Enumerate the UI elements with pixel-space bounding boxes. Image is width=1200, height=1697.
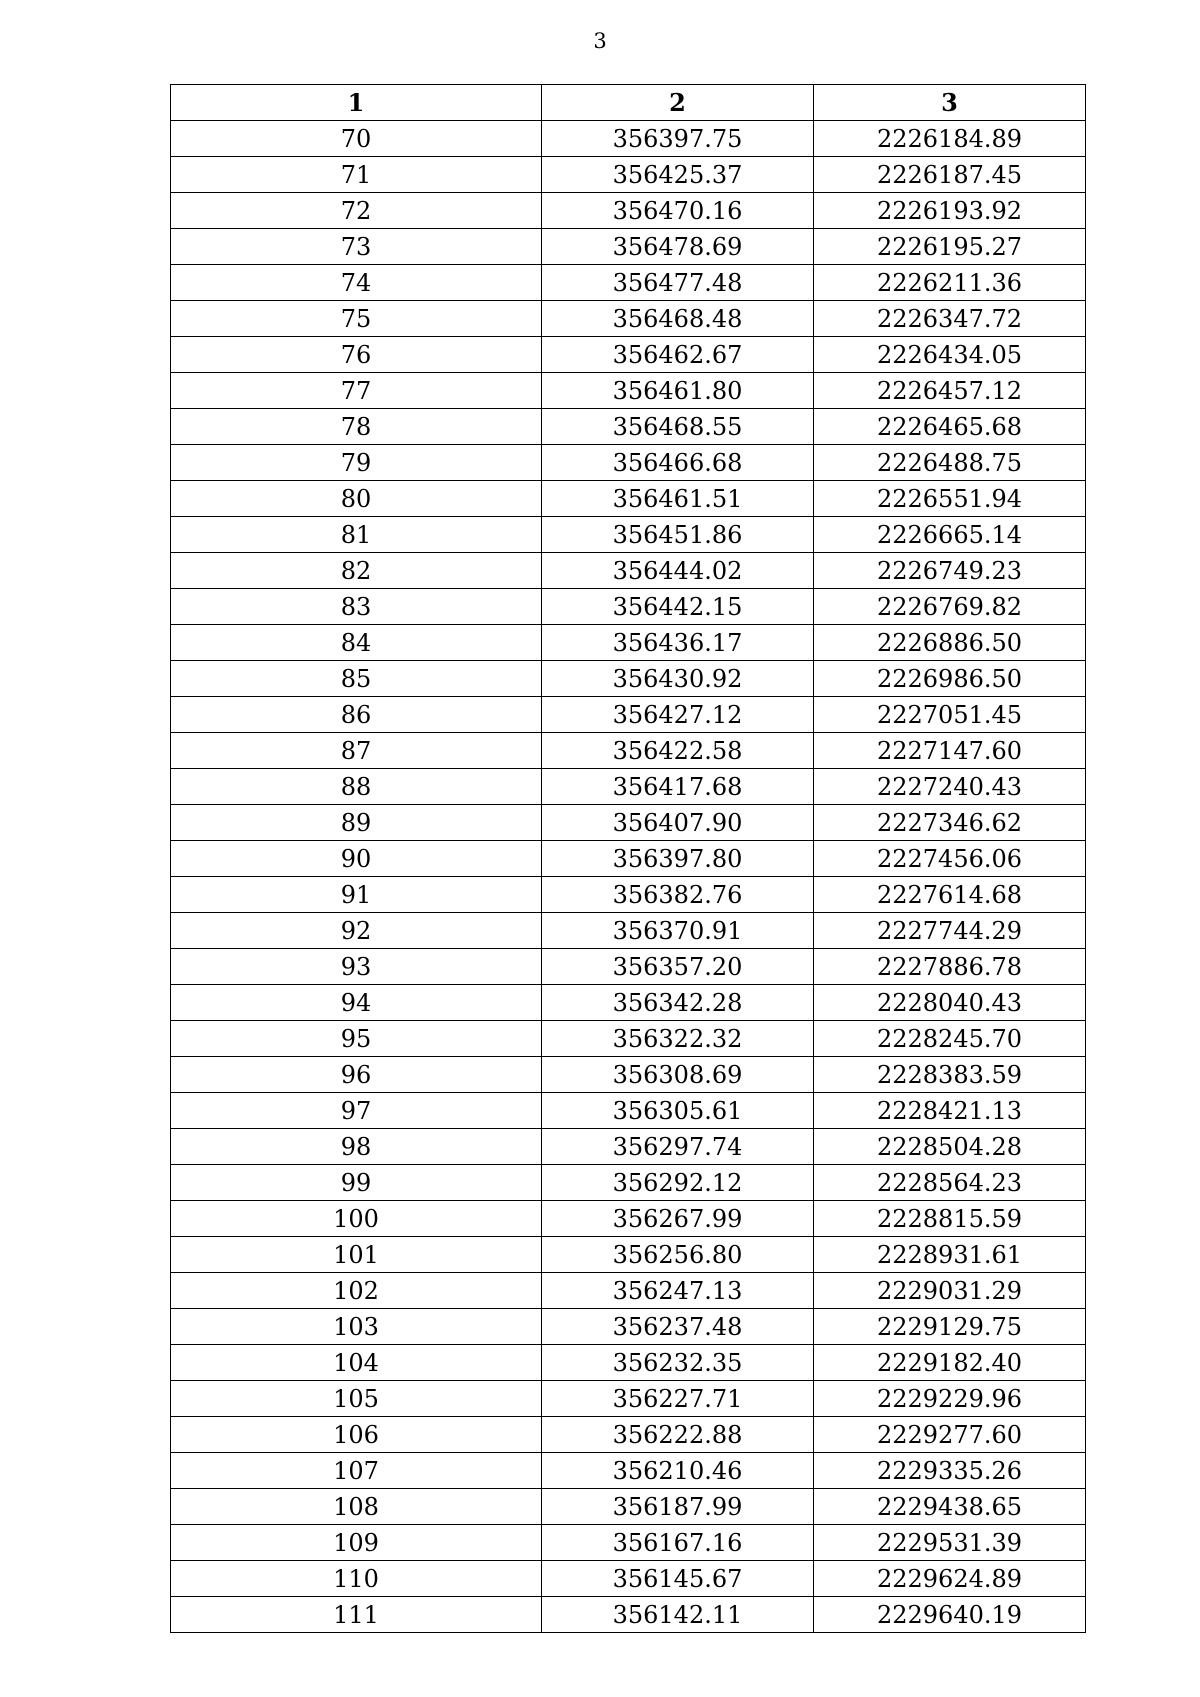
x-coordinate-cell: 356417.68 <box>542 769 814 805</box>
point-number-cell: 96 <box>171 1057 542 1093</box>
table-row <box>171 1093 1086 1129</box>
y-coordinate-cell: 2229277.60 <box>814 1417 1086 1453</box>
table-row <box>171 373 1086 409</box>
table-row <box>171 301 1086 337</box>
y-coordinate-cell: 2226434.05 <box>814 337 1086 373</box>
table-row <box>171 481 1086 517</box>
point-number-cell: 108 <box>171 1489 542 1525</box>
point-number-cell: 93 <box>171 949 542 985</box>
x-coordinate-cell: 356357.20 <box>542 949 814 985</box>
x-coordinate-cell: 356397.75 <box>542 121 814 157</box>
point-number-cell: 90 <box>171 841 542 877</box>
table-row <box>171 1057 1086 1093</box>
y-coordinate-cell: 2226665.14 <box>814 517 1086 553</box>
x-coordinate-cell: 356382.76 <box>542 877 814 913</box>
table-row <box>171 121 1086 157</box>
y-coordinate-cell: 2226211.36 <box>814 265 1086 301</box>
y-coordinate-cell: 2227147.60 <box>814 733 1086 769</box>
table-row <box>171 1273 1086 1309</box>
point-number-cell: 91 <box>171 877 542 913</box>
point-number-cell: 101 <box>171 1237 542 1273</box>
table-row <box>171 193 1086 229</box>
x-coordinate-cell: 356451.86 <box>542 517 814 553</box>
point-number-cell: 80 <box>171 481 542 517</box>
point-number-cell: 85 <box>171 661 542 697</box>
point-number-cell: 84 <box>171 625 542 661</box>
x-coordinate-cell: 356407.90 <box>542 805 814 841</box>
table-row <box>171 1021 1086 1057</box>
y-coordinate-cell: 2229335.26 <box>814 1453 1086 1489</box>
y-coordinate-cell: 2227886.78 <box>814 949 1086 985</box>
y-coordinate-cell: 2229531.39 <box>814 1525 1086 1561</box>
point-number-cell: 103 <box>171 1309 542 1345</box>
x-coordinate-cell: 356425.37 <box>542 157 814 193</box>
table-row <box>171 409 1086 445</box>
y-coordinate-cell: 2226749.23 <box>814 553 1086 589</box>
table-row <box>171 1201 1086 1237</box>
y-coordinate-cell: 2226551.94 <box>814 481 1086 517</box>
x-coordinate-cell: 356430.92 <box>542 661 814 697</box>
x-coordinate-cell: 356427.12 <box>542 697 814 733</box>
x-coordinate-cell: 356461.51 <box>542 481 814 517</box>
y-coordinate-cell: 2228564.23 <box>814 1165 1086 1201</box>
y-coordinate-cell: 2226457.12 <box>814 373 1086 409</box>
table-row <box>171 337 1086 373</box>
y-coordinate-cell: 2229229.96 <box>814 1381 1086 1417</box>
point-number-cell: 97 <box>171 1093 542 1129</box>
point-number-cell: 88 <box>171 769 542 805</box>
table-row <box>171 985 1086 1021</box>
y-coordinate-cell: 2226195.27 <box>814 229 1086 265</box>
point-number-cell: 105 <box>171 1381 542 1417</box>
x-coordinate-cell: 356422.58 <box>542 733 814 769</box>
y-coordinate-cell: 2228504.28 <box>814 1129 1086 1165</box>
table-row <box>171 1129 1086 1165</box>
y-coordinate-cell: 2228931.61 <box>814 1237 1086 1273</box>
table-row <box>171 697 1086 733</box>
point-number-cell: 98 <box>171 1129 542 1165</box>
y-coordinate-cell: 2227051.45 <box>814 697 1086 733</box>
point-number-cell: 75 <box>171 301 542 337</box>
coordinates-table <box>170 84 1086 1633</box>
point-number-cell: 106 <box>171 1417 542 1453</box>
point-number-cell: 99 <box>171 1165 542 1201</box>
x-coordinate-cell: 356470.16 <box>542 193 814 229</box>
table-row <box>171 841 1086 877</box>
y-coordinate-cell: 2229129.75 <box>814 1309 1086 1345</box>
point-number-cell: 79 <box>171 445 542 481</box>
point-number-cell: 100 <box>171 1201 542 1237</box>
point-number-cell: 104 <box>171 1345 542 1381</box>
x-coordinate-cell: 356145.67 <box>542 1561 814 1597</box>
y-coordinate-cell: 2229031.29 <box>814 1273 1086 1309</box>
x-coordinate-cell: 356142.11 <box>542 1597 814 1633</box>
x-coordinate-cell: 356308.69 <box>542 1057 814 1093</box>
table-row <box>171 625 1086 661</box>
y-coordinate-cell: 2227614.68 <box>814 877 1086 913</box>
point-number-cell: 102 <box>171 1273 542 1309</box>
table-row <box>171 265 1086 301</box>
table-row <box>171 517 1086 553</box>
table-row <box>171 733 1086 769</box>
y-coordinate-cell: 2226187.45 <box>814 157 1086 193</box>
point-number-cell: 72 <box>171 193 542 229</box>
x-coordinate-cell: 356237.48 <box>542 1309 814 1345</box>
y-coordinate-cell: 2226769.82 <box>814 589 1086 625</box>
x-coordinate-cell: 356397.80 <box>542 841 814 877</box>
y-coordinate-cell: 2229640.19 <box>814 1597 1086 1633</box>
x-coordinate-cell: 356477.48 <box>542 265 814 301</box>
table-row <box>171 1453 1086 1489</box>
y-coordinate-cell: 2227346.62 <box>814 805 1086 841</box>
point-number-cell: 78 <box>171 409 542 445</box>
y-coordinate-cell: 2226886.50 <box>814 625 1086 661</box>
point-number-cell: 81 <box>171 517 542 553</box>
table-row <box>171 1165 1086 1201</box>
y-coordinate-cell: 2228383.59 <box>814 1057 1086 1093</box>
x-coordinate-cell: 356462.67 <box>542 337 814 373</box>
y-coordinate-cell: 2226193.92 <box>814 193 1086 229</box>
table-row <box>171 877 1086 913</box>
x-coordinate-cell: 356436.17 <box>542 625 814 661</box>
table-header <box>171 85 1086 121</box>
point-number-cell: 74 <box>171 265 542 301</box>
table-row <box>171 1525 1086 1561</box>
column-header-1: 1 <box>171 85 542 121</box>
y-coordinate-cell: 2226488.75 <box>814 445 1086 481</box>
x-coordinate-cell: 356305.61 <box>542 1093 814 1129</box>
y-coordinate-cell: 2226184.89 <box>814 121 1086 157</box>
point-number-cell: 73 <box>171 229 542 265</box>
table-body <box>171 121 1086 1633</box>
x-coordinate-cell: 356256.80 <box>542 1237 814 1273</box>
y-coordinate-cell: 2229182.40 <box>814 1345 1086 1381</box>
x-coordinate-cell: 356167.16 <box>542 1525 814 1561</box>
point-number-cell: 109 <box>171 1525 542 1561</box>
x-coordinate-cell: 356292.12 <box>542 1165 814 1201</box>
column-header-2: 2 <box>542 85 814 121</box>
table-row <box>171 157 1086 193</box>
point-number-cell: 110 <box>171 1561 542 1597</box>
point-number-cell: 111 <box>171 1597 542 1633</box>
table-row <box>171 445 1086 481</box>
table-row <box>171 661 1086 697</box>
x-coordinate-cell: 356322.32 <box>542 1021 814 1057</box>
point-number-cell: 86 <box>171 697 542 733</box>
table-row <box>171 1381 1086 1417</box>
point-number-cell: 83 <box>171 589 542 625</box>
table-row <box>171 229 1086 265</box>
point-number-cell: 92 <box>171 913 542 949</box>
table-row <box>171 1237 1086 1273</box>
table-row <box>171 913 1086 949</box>
x-coordinate-cell: 356342.28 <box>542 985 814 1021</box>
y-coordinate-cell: 2228815.59 <box>814 1201 1086 1237</box>
column-header-3: 3 <box>814 85 1086 121</box>
x-coordinate-cell: 356370.91 <box>542 913 814 949</box>
y-coordinate-cell: 2226347.72 <box>814 301 1086 337</box>
table-row <box>171 949 1086 985</box>
table-row <box>171 1597 1086 1633</box>
x-coordinate-cell: 356468.55 <box>542 409 814 445</box>
table-row <box>171 1309 1086 1345</box>
y-coordinate-cell: 2227744.29 <box>814 913 1086 949</box>
y-coordinate-cell: 2228040.43 <box>814 985 1086 1021</box>
point-number-cell: 87 <box>171 733 542 769</box>
point-number-cell: 95 <box>171 1021 542 1057</box>
y-coordinate-cell: 2229438.65 <box>814 1489 1086 1525</box>
table-row <box>171 769 1086 805</box>
table-row <box>171 589 1086 625</box>
x-coordinate-cell: 356210.46 <box>542 1453 814 1489</box>
point-number-cell: 70 <box>171 121 542 157</box>
point-number-cell: 89 <box>171 805 542 841</box>
x-coordinate-cell: 356297.74 <box>542 1129 814 1165</box>
y-coordinate-cell: 2227456.06 <box>814 841 1086 877</box>
y-coordinate-cell: 2227240.43 <box>814 769 1086 805</box>
point-number-cell: 71 <box>171 157 542 193</box>
point-number-cell: 76 <box>171 337 542 373</box>
point-number-cell: 107 <box>171 1453 542 1489</box>
x-coordinate-cell: 356247.13 <box>542 1273 814 1309</box>
x-coordinate-cell: 356232.35 <box>542 1345 814 1381</box>
x-coordinate-cell: 356468.48 <box>542 301 814 337</box>
x-coordinate-cell: 356187.99 <box>542 1489 814 1525</box>
x-coordinate-cell: 356461.80 <box>542 373 814 409</box>
point-number-cell: 82 <box>171 553 542 589</box>
table-row <box>171 805 1086 841</box>
point-number-cell: 77 <box>171 373 542 409</box>
x-coordinate-cell: 356267.99 <box>542 1201 814 1237</box>
table-row <box>171 553 1086 589</box>
y-coordinate-cell: 2229624.89 <box>814 1561 1086 1597</box>
x-coordinate-cell: 356478.69 <box>542 229 814 265</box>
x-coordinate-cell: 356222.88 <box>542 1417 814 1453</box>
point-number-cell: 94 <box>171 985 542 1021</box>
y-coordinate-cell: 2228245.70 <box>814 1021 1086 1057</box>
x-coordinate-cell: 356444.02 <box>542 553 814 589</box>
table-row <box>171 1345 1086 1381</box>
table-header-row <box>171 85 1086 121</box>
x-coordinate-cell: 356466.68 <box>542 445 814 481</box>
table-row <box>171 1561 1086 1597</box>
page-number: 3 <box>593 29 607 53</box>
y-coordinate-cell: 2228421.13 <box>814 1093 1086 1129</box>
y-coordinate-cell: 2226465.68 <box>814 409 1086 445</box>
y-coordinate-cell: 2226986.50 <box>814 661 1086 697</box>
x-coordinate-cell: 356442.15 <box>542 589 814 625</box>
x-coordinate-cell: 356227.71 <box>542 1381 814 1417</box>
table-row <box>171 1417 1086 1453</box>
table-row <box>171 1489 1086 1525</box>
